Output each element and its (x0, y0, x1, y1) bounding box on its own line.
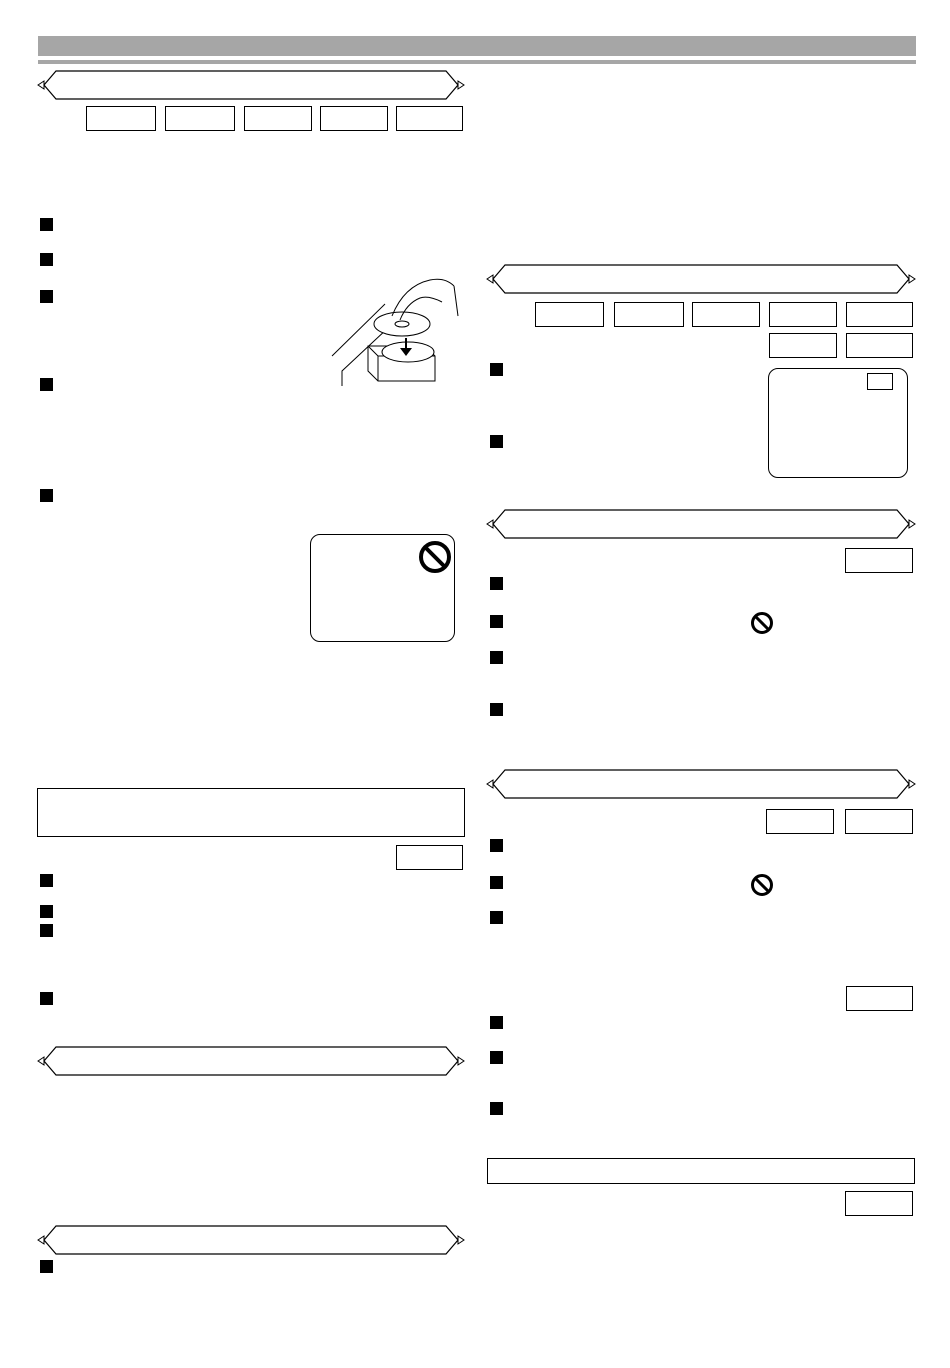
tv-screen (768, 368, 908, 478)
disc-type-box (766, 809, 834, 834)
prohibited-icon (417, 539, 453, 575)
note-box (37, 788, 465, 837)
prohibited-icon (750, 611, 774, 635)
step-marker (490, 703, 503, 716)
step-marker (490, 1051, 503, 1064)
step-marker (40, 924, 53, 937)
disc-type-box (845, 809, 913, 834)
step-marker (40, 218, 53, 231)
disc-type-box (846, 986, 913, 1011)
section-heading-left-3 (38, 1225, 464, 1255)
note-box (487, 1158, 915, 1184)
disc-type-box (769, 302, 837, 327)
disc-type-box (614, 302, 684, 327)
step-marker (490, 435, 503, 448)
disc-loading-icon (330, 276, 460, 391)
step-marker (40, 378, 53, 391)
step-marker (490, 1102, 503, 1115)
disc-type-box (846, 333, 913, 358)
disc-type-box (846, 302, 913, 327)
step-marker (490, 615, 503, 628)
step-marker (40, 489, 53, 502)
step-marker (490, 577, 503, 590)
disc-type-box (320, 106, 388, 131)
step-marker (490, 651, 503, 664)
section-heading-frame (487, 769, 915, 799)
step-marker (40, 874, 53, 887)
tv-screen (310, 534, 455, 642)
step-marker (490, 911, 503, 924)
step-marker (40, 290, 53, 303)
section-heading-frame (38, 1046, 464, 1076)
section-heading-left-1 (38, 70, 464, 100)
disc-type-box (396, 106, 463, 131)
header-bar (38, 36, 916, 56)
section-heading-left-2 (38, 1046, 464, 1076)
step-marker (490, 1016, 503, 1029)
section-heading-right-1 (487, 264, 915, 294)
disc-type-box (769, 333, 837, 358)
screen-badge (867, 373, 893, 390)
step-marker (40, 1260, 53, 1273)
section-heading-frame (487, 509, 915, 539)
disc-type-box (535, 302, 604, 327)
disc-type-box (845, 548, 913, 573)
disc-type-box (244, 106, 312, 131)
disc-type-box (845, 1191, 913, 1216)
step-marker (490, 363, 503, 376)
step-marker (40, 992, 53, 1005)
prohibited-icon (750, 873, 774, 897)
disc-type-box (86, 106, 156, 131)
section-heading-right-3 (487, 769, 915, 799)
disc-type-box (396, 845, 463, 870)
section-heading-frame (487, 264, 915, 294)
section-heading-frame (38, 70, 464, 100)
disc-type-box (165, 106, 235, 131)
section-heading-frame (38, 1225, 464, 1255)
step-marker (490, 839, 503, 852)
step-marker (40, 253, 53, 266)
step-marker (490, 876, 503, 889)
header-rule (38, 60, 916, 64)
disc-loading-illustration (330, 276, 460, 391)
section-heading-right-2 (487, 509, 915, 539)
step-marker (40, 905, 53, 918)
disc-type-box (692, 302, 760, 327)
